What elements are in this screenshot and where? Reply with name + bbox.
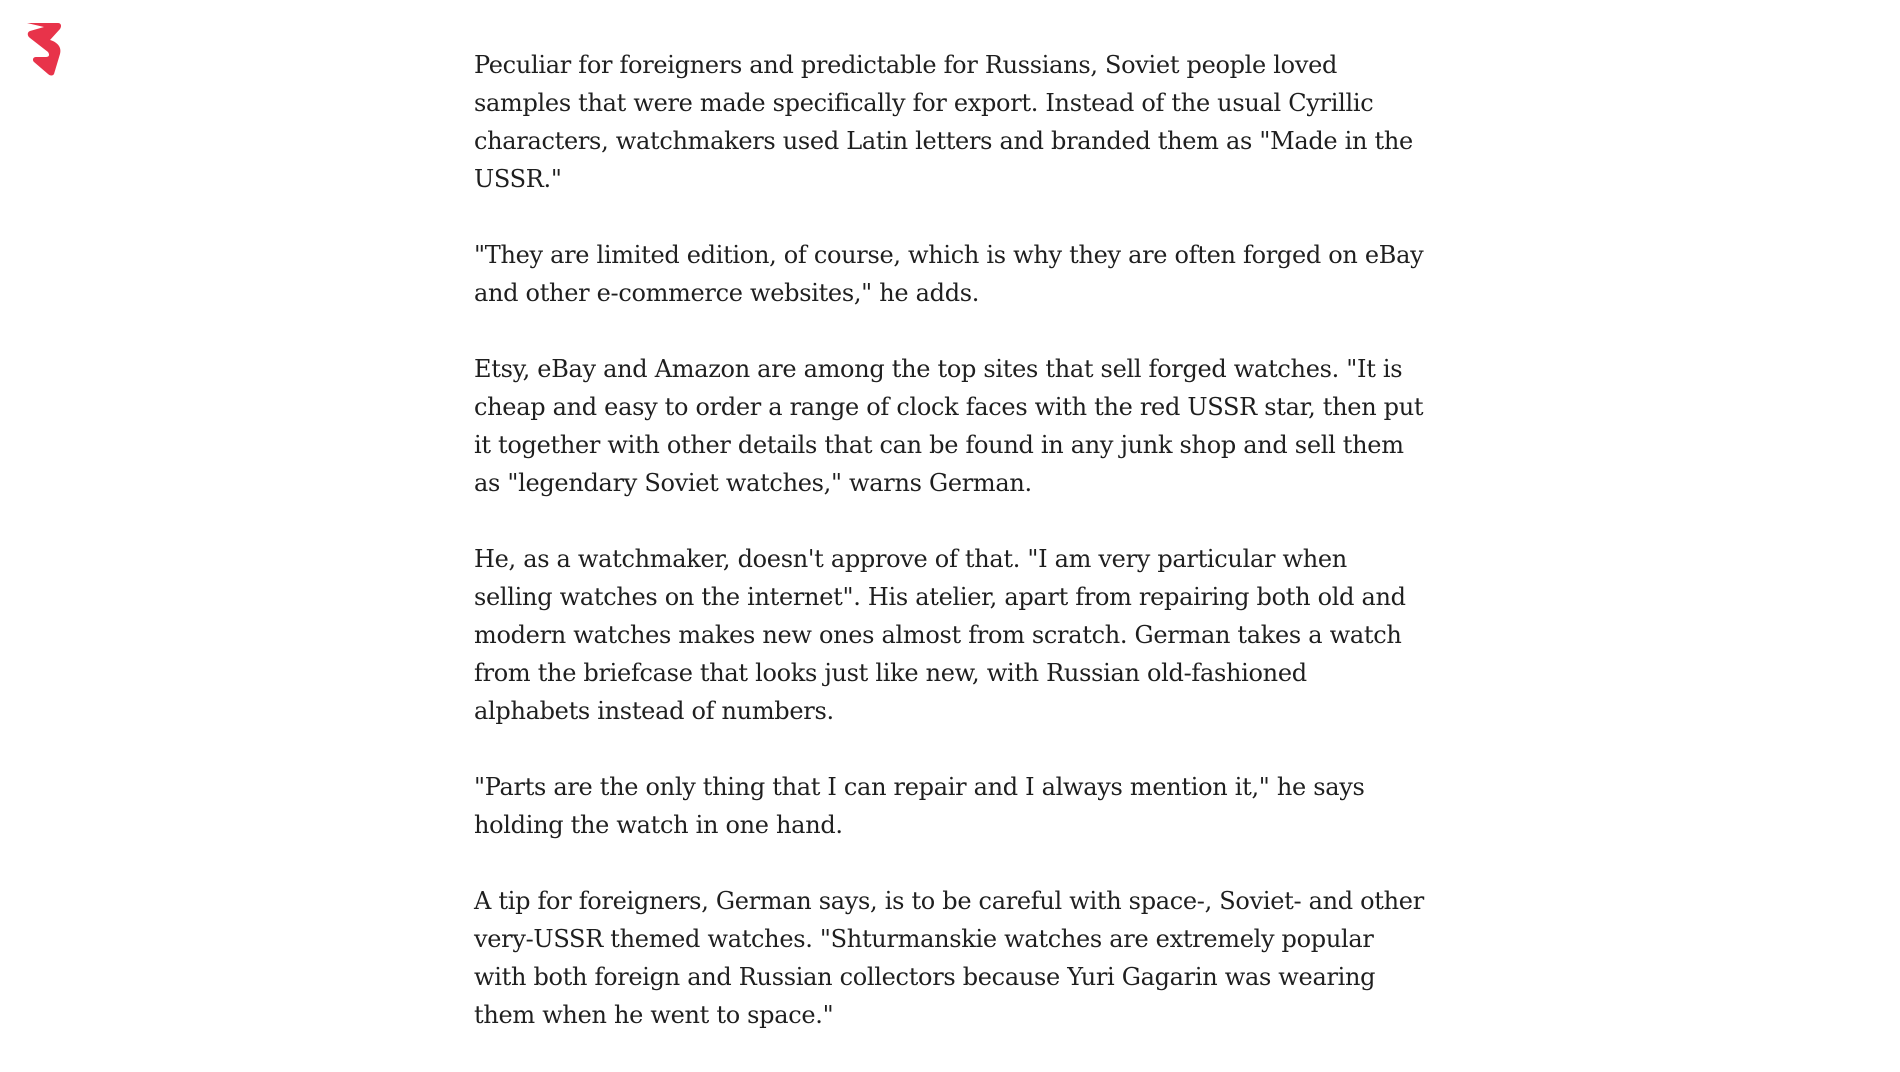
article-paragraph: He, as a watchmaker, doesn't approve of that. "I am very particular when selling watches on the internet". His atelier, apart from repairing both old and modern watches makes new ones almost from scratch. German takes a watch from the briefcase that looks just like new, with Russian old-fashioned alphabets instead of numbers. — [474, 545, 1406, 725]
rbth-logo-icon[interactable] — [24, 20, 64, 76]
article-paragraph: "They are limited edition, of course, which is why they are often forged on eBay and other e-commerce websites," he adds. — [474, 241, 1424, 307]
article-paragraph: Peculiar for foreigners and predictable for Russians, Soviet people loved samples that were made specifically for export. Instead of the usual Cyrillic characters, watchmakers used Latin letters and branded them as "Made in the USSR." — [474, 51, 1413, 193]
article-paragraph: A tip for foreigners, German says, is to be careful with space-, Soviet- and other very-USSR themed watches. "Shturmanskie watches are extremely popular with both foreign and Russian collectors because Yuri Gagarin was wearing them when he went to space." — [474, 887, 1424, 1029]
article-paragraph: "Parts are the only thing that I can repair and I always mention it," he says holding the watch in one hand. — [474, 773, 1365, 839]
article-body — [474, 46, 1424, 1072]
logo-glyph — [24, 20, 64, 76]
article-paragraph: Etsy, eBay and Amazon are among the top sites that sell forged watches. "It is cheap and easy to order a range of clock faces with the red USSR star, then put it together with other details that can be found in any junk shop and sell them as "legendary Soviet watches," warns German. — [474, 355, 1424, 497]
